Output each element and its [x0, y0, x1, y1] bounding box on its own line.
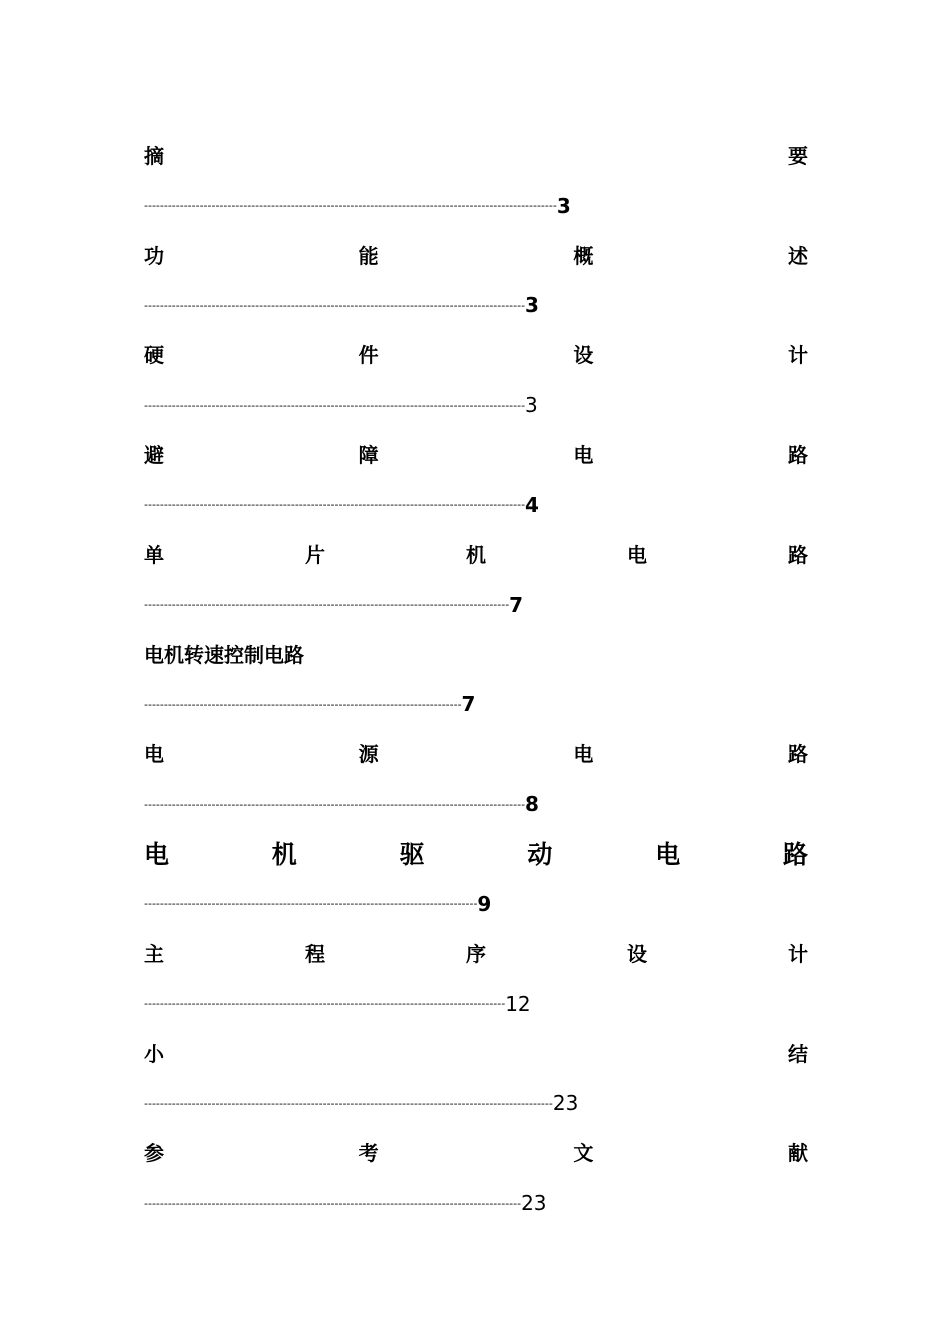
toc-entry-title-char: 计: [787, 343, 808, 368]
dot-leader: ------------------------------------------------------------------------------------: [144, 897, 478, 911]
toc-entry[interactable]: [144, 331, 808, 431]
toc-entry-leader: [144, 879, 808, 929]
toc-entry-title-char: 功: [144, 243, 164, 268]
toc-entry-title-char: 小: [144, 1041, 164, 1066]
toc-entry-title-char: 路: [787, 742, 808, 767]
toc-page-number: 7: [461, 692, 476, 717]
toc-page-number: 8: [525, 792, 539, 817]
toc-entry-title-char: 源: [358, 742, 379, 767]
toc-entry-title-char: 动: [527, 839, 553, 869]
toc-entry[interactable]: [144, 430, 808, 530]
dot-leader: --------------------------------------------------------------------------------: [144, 697, 462, 711]
dot-leader: ------------------------------------------------------------------------------------------------: [144, 398, 526, 412]
toc-page-number: 7: [509, 592, 524, 617]
toc-entry-title-char: 文: [573, 1141, 594, 1166]
toc-entry-leader: [144, 1079, 808, 1129]
toc-entry-title: [144, 331, 808, 381]
toc-entry-leader: [144, 380, 808, 430]
toc-entry-title-char: 障: [358, 443, 379, 468]
toc-entry-leader: [144, 181, 808, 231]
toc-entry-title-char: 主: [144, 941, 164, 966]
toc-entry-title-char: 计: [788, 941, 808, 966]
dot-leader: --------------------------------------------------------------------------------------------------------: [144, 199, 557, 213]
dot-leader: -------------------------------------------------------------------------------------------: [144, 997, 506, 1011]
toc-entry-title-char: 结: [788, 1041, 808, 1066]
toc-entry-leader: [144, 480, 808, 530]
toc-page-number: 3: [525, 393, 538, 418]
toc-entry-title-char: 件: [358, 343, 379, 368]
toc-entry-title-char: 要: [788, 143, 808, 168]
toc-entry-title: [144, 430, 808, 480]
toc-entry-title-char: 能: [358, 243, 379, 268]
toc-entry[interactable]: [144, 829, 808, 929]
dot-leader: ------------------------------------------------------------------------------------------------: [144, 797, 526, 811]
toc-entry-title: [144, 231, 808, 281]
toc-entry-title-char: 电: [144, 839, 170, 869]
toc-entry-title-char: 概: [573, 243, 594, 268]
dot-leader: -------------------------------------------------------------------------------------------------------: [144, 1096, 553, 1110]
toc-entry-title-char: 电: [144, 742, 164, 767]
dot-leader: ------------------------------------------------------------------------------------------------: [144, 298, 526, 312]
toc-entry[interactable]: [144, 1029, 808, 1129]
toc-entry-title-char: 路: [787, 443, 808, 468]
toc-entry-title-char: 单: [144, 542, 164, 567]
toc-entry-title: [144, 131, 808, 181]
toc-page-number: 3: [525, 293, 539, 318]
toc-entry[interactable]: [144, 530, 808, 630]
toc-entry-title-char: 设: [627, 941, 647, 966]
toc-entry-title-char: 参: [144, 1141, 164, 1166]
toc-entry-title-char: 电: [627, 542, 647, 567]
toc-entry-title-char: 电: [655, 839, 681, 869]
toc-entry-leader: [144, 281, 808, 331]
toc-entry-leader: [144, 979, 808, 1029]
dot-leader: --------------------------------------------------------------------------------------------: [144, 598, 510, 612]
toc-entry-title: [144, 829, 808, 879]
toc-entry-title-char: 电: [573, 742, 594, 767]
toc-entry-title-text: 电机转速控制电路: [144, 642, 304, 667]
toc-entry-title-char: 片: [305, 542, 325, 567]
toc-entry[interactable]: [144, 131, 808, 231]
toc-entry-title-char: 避: [144, 443, 164, 468]
toc-entry-title: [144, 1129, 808, 1179]
toc-entry[interactable]: [144, 231, 808, 331]
toc-entry-title-char: 驱: [399, 839, 425, 869]
toc-entry-title-char: 程: [305, 941, 325, 966]
toc-entry-leader: [144, 1178, 808, 1228]
toc-entry-title: [144, 1029, 808, 1079]
toc-entry-title-char: 机: [271, 839, 297, 869]
toc-entry-leader: [144, 779, 808, 829]
toc-entry-title: [144, 929, 808, 979]
toc-entry-title: [144, 630, 808, 680]
toc-entry[interactable]: [144, 630, 808, 730]
toc-entry-title-char: 路: [788, 542, 808, 567]
toc-entry-title-char: 述: [787, 243, 808, 268]
toc-entry-title-char: 电: [573, 443, 594, 468]
dot-leader: -----------------------------------------------------------------------------------------------: [144, 1196, 522, 1210]
toc-entry-title-char: 机: [466, 542, 486, 567]
toc-entry-leader: [144, 580, 808, 630]
table-of-contents: [144, 131, 808, 1228]
toc-entry-title: [144, 730, 808, 780]
toc-page-number: 4: [525, 492, 539, 517]
toc-entry-title-char: 设: [573, 343, 594, 368]
toc-page-number: 3: [556, 193, 571, 218]
toc-entry-leader: [144, 680, 808, 730]
toc-page-number: 23: [552, 1091, 579, 1116]
toc-entry-title-char: 摘: [144, 143, 164, 168]
toc-entry-title-char: 硬: [144, 343, 164, 368]
toc-entry-title-char: 考: [358, 1141, 379, 1166]
toc-entry[interactable]: [144, 929, 808, 1029]
toc-entry[interactable]: [144, 1129, 808, 1229]
dot-leader: ------------------------------------------------------------------------------------------------: [144, 498, 526, 512]
toc-entry-title: [144, 530, 808, 580]
toc-entry-title-char: 献: [787, 1141, 808, 1166]
toc-page-number: 23: [521, 1191, 547, 1216]
toc-page-number: 12: [505, 991, 531, 1016]
toc-entry-title-char: 路: [782, 839, 808, 869]
toc-entry[interactable]: [144, 730, 808, 830]
toc-entry-title-char: 序: [466, 941, 486, 966]
toc-page-number: 9: [477, 891, 492, 916]
